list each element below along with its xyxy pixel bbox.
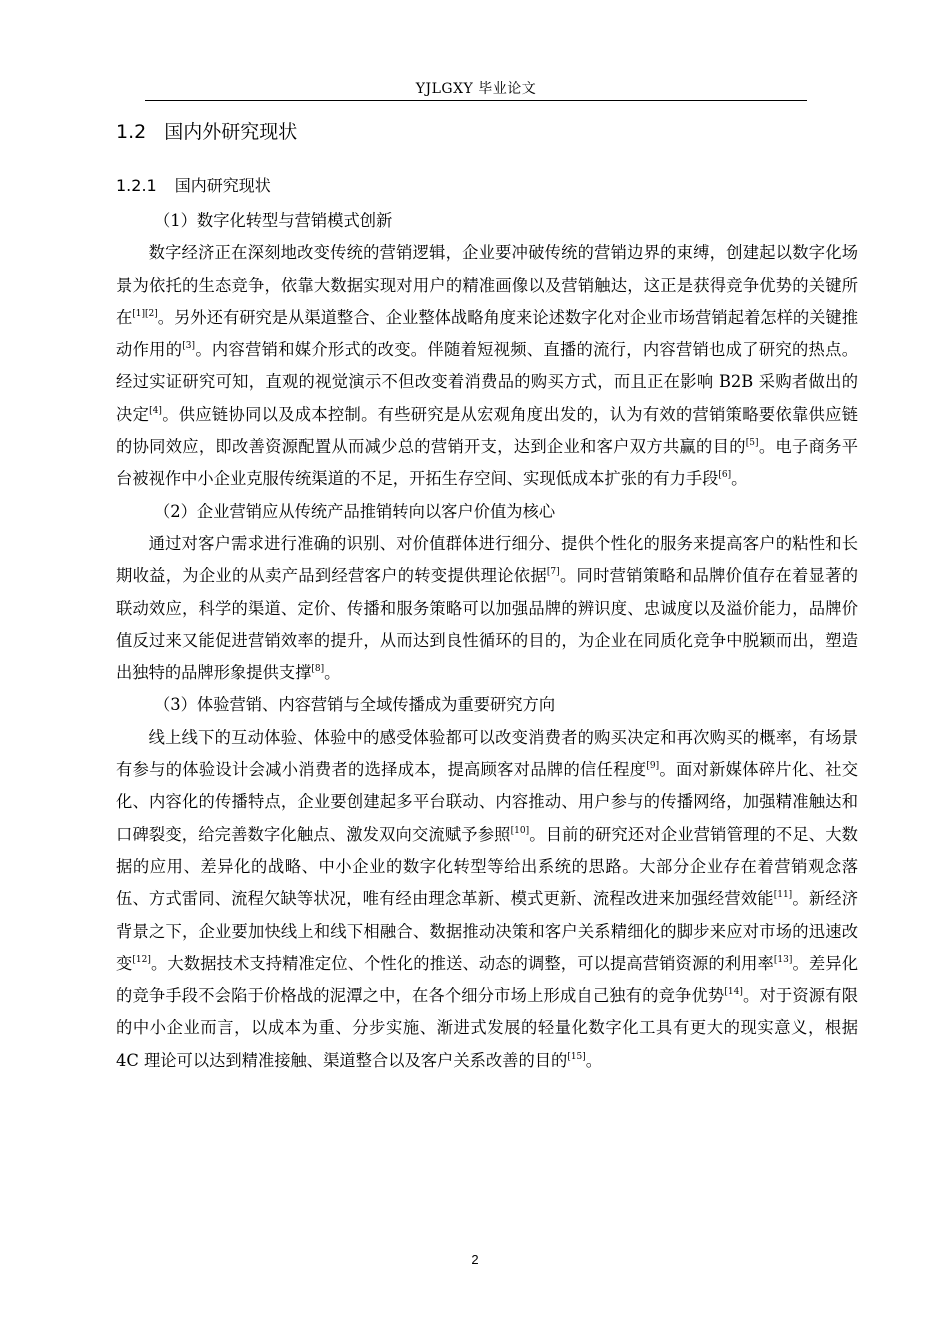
period: 。 <box>529 824 546 844</box>
citation: [14] <box>724 987 743 998</box>
sentence: 供应链协同以及成本控制。有些研究是从宏观角度出发的，认为有效的营销策略要依靠供应链的协同效应，即改善资源配置从而减少总的营销开支，达到企业和客户双方共赢的目的 <box>116 404 858 457</box>
period: 。 <box>792 953 809 973</box>
citation: [12] <box>132 954 151 965</box>
citation: [4] <box>149 405 162 416</box>
sentence: 对于资源有限的中小企业而言，以成本为重、分步实施、渐进式发展的轻量化数字化工具有更大的现实意义，根据 4C 理论可以达到精准接触、渠道整合以及客户关系改善的目的 <box>116 986 858 1070</box>
section-heading <box>116 117 297 144</box>
period: 。 <box>585 1050 603 1070</box>
part-heading: （2）企业营销应从传统产品推销转向以客户价值为核心 <box>154 501 556 521</box>
period: 。 <box>659 760 676 780</box>
part-heading: （1）数字化转型与营销模式创新 <box>154 211 393 230</box>
paragraph <box>116 237 858 495</box>
citation: [7] <box>546 567 560 578</box>
sentence: 另外还有研究是从渠道整合、企业整体战略角度来论述数字化对企业市场营销起着怎样的关键推动作用的 <box>116 307 858 360</box>
subsection-title: 国内研究现状 <box>174 176 271 195</box>
citation: [15] <box>567 1051 586 1062</box>
period: 。 <box>731 469 748 489</box>
running-header: YJLGXY 毕业论文 <box>415 81 537 97</box>
paragraph <box>116 722 858 1077</box>
period: 。 <box>792 889 809 909</box>
period: 。 <box>195 340 212 360</box>
citation: [5] <box>745 438 759 449</box>
sentence: 通过对客户需求进行准确的识别、对价值群体进行细分、提供个性化的服务来提高客户的粘性和长期收益，为企业的从卖产品到经营客户的转变提供理论依据 <box>116 533 858 586</box>
sentence: 线上线下的互动体验、体验中的感受体验都可以改变消费者的购买决定和再次购买的概率，有场景有参与的体验设计会减小消费者的选择成本，提高顾客对品牌的信任程度 <box>116 727 858 780</box>
sentence: 新经济背景之下，企业要加快线上和线下相融合、数据推动决策和客户关系精细化的脚步来应对市场的迅速改变 <box>116 889 858 973</box>
citation: [8] <box>311 664 325 675</box>
citation: [10] <box>510 825 530 836</box>
sentence: 同时营销策略和品牌价值存在着显著的联动效应，科学的渠道、定价、传播和服务策略可以加强品牌的辨识度、忠诚度以及溢价能力，品牌价值反过来又能促进营销效率的提升，从而达到良性循环的目的，为企业在同质化竞争中脱颖而出，塑造出独特的品牌形象提供支撑 <box>116 566 858 683</box>
period: 。 <box>157 307 175 327</box>
period: 。 <box>161 404 179 424</box>
period: 。 <box>758 437 776 457</box>
sentence: 内容营销和媒介形式的改变。伴随着短视频、直播的流行，内容营销也成了研究的热点。经过实证研究可知，直观的视觉演示不但改变着消费品的购买方式，而且正在影响 B2B 采购者做出的决定 <box>116 340 858 424</box>
subsection-number: 1.2.1 <box>116 176 157 195</box>
citation: [3] <box>182 341 196 352</box>
citation: [9] <box>646 761 660 772</box>
period: 。 <box>150 953 168 973</box>
section-number: 1.2 <box>116 121 147 143</box>
sentence: 电子商务平台被视作中小企业克服传统渠道的不足，开拓生存空间、实现低成本扩张的有力手段 <box>116 437 858 489</box>
citation: [6] <box>718 470 732 481</box>
period: 。 <box>742 986 760 1006</box>
citation: [11] <box>773 890 793 901</box>
sentence: 数字经济正在深刻地改变传统的营销逻辑，企业要冲破传统的营销边界的束缚，创建起以数字化场景为依托的生态竞争，依靠大数据实现对用户的精准画像以及营销触达，这正是获得竞争优势的关键所在 <box>116 243 858 327</box>
sentence: 目前的研究还对企业营销管理的不足、大数据的应用、差异化的战略、中小企业的数字化转型等给出系统的思路。大部分企业存在着营销观念落伍、方式雷同、流程欠缺等状况，唯有经由理念革新、模式更新、流程改进来加强经营效能 <box>116 824 858 909</box>
body-text <box>116 205 858 1077</box>
header-divider <box>145 100 807 101</box>
section-title: 国内外研究现状 <box>164 121 298 143</box>
sentence: 面对新媒体碎片化、社交化、内容化的传播特点，企业要创建起多平台联动、内容推动、用户参与的传播网络，加强精准触达和口碑裂变，给完善数字化触点、激发双向交流赋予参照 <box>116 760 858 844</box>
part-heading: （3）体验营销、内容营销与全域传播成为重要研究方向 <box>154 695 556 715</box>
citation: [1][2] <box>132 308 158 319</box>
sentence: 差异化的竞争手段不会陷于价格战的泥潭之中，在各个细分市场上形成自己独有的竞争优势 <box>116 953 858 1006</box>
citation: [13] <box>773 954 793 965</box>
sentence: 大数据技术支持精准定位、个性化的推送、动态的调整，可以提高营销资源的利用率 <box>167 953 774 973</box>
period: 。 <box>559 566 577 586</box>
page-number: 2 <box>471 1252 479 1267</box>
period: 。 <box>324 663 341 683</box>
subsection-heading <box>116 173 271 196</box>
paragraph <box>116 528 858 689</box>
